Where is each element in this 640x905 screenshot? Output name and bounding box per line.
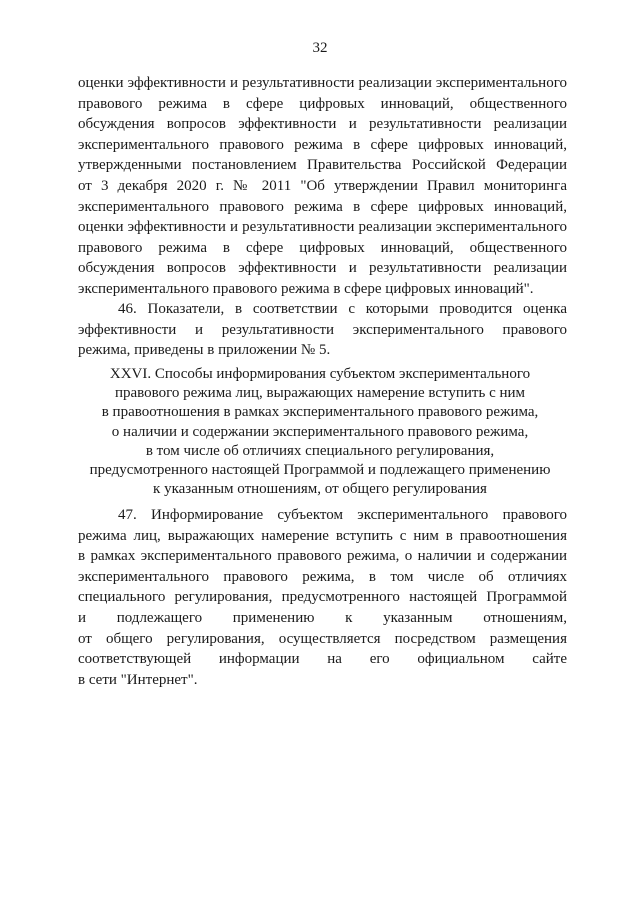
text-line: обсуждения вопросов эффективности и результативности реализации xyxy=(78,116,567,133)
text-line: оценки эффективности и результативности реализации экспериментального xyxy=(78,219,567,236)
heading-line: предусмотренного настоящей Программой и подлежащего применению xyxy=(89,461,551,478)
text-line: утвержденными постановлением Правительства Российской Федерации xyxy=(78,157,567,174)
text-line: экспериментального правового режима, в том числе об отличиях xyxy=(78,568,567,585)
text-line: обсуждения вопросов эффективности и результативности реализации xyxy=(78,260,567,277)
heading-line: о наличии и содержании экспериментального правового режима, xyxy=(111,423,529,440)
paragraph-46 xyxy=(78,299,567,361)
text-line: экспериментального правового режима в сфере цифровых инноваций, xyxy=(78,136,567,153)
text-line: в рамках экспериментального правового режима, о наличии и содержании xyxy=(78,548,567,565)
text-line: специального регулирования, предусмотренного настоящей Программой xyxy=(78,589,567,606)
text-line: в сети "Интернет". xyxy=(78,671,198,688)
text-line: 46. Показатели, в соответствии с которыми проводится оценка xyxy=(118,301,567,317)
text-line: от общего регулирования, осуществляется посредством размещения xyxy=(78,630,567,647)
text-line: режима, приведены в приложении № 5. xyxy=(78,342,331,359)
page-number: 32 xyxy=(312,40,328,56)
text-line: экспериментального правового режима в сфере цифровых инноваций, xyxy=(78,198,567,215)
heading-line: XXVI. Способы информирования субъектом экспериментального xyxy=(109,366,531,382)
text-line: оценки эффективности и результативности реализации экспериментального xyxy=(78,75,567,91)
text-line: экспериментального правового режима в сфере цифровых инноваций". xyxy=(78,280,534,297)
heading-line: в правоотношения в рамках экспериментального правового режима, xyxy=(101,404,539,421)
text-line: эффективности и результативности экспериментального правового xyxy=(78,321,567,338)
heading-line: в том числе об отличиях специального регулирования, xyxy=(145,442,495,459)
text-line: соответствующей информации на его официальном сайте xyxy=(78,651,567,668)
text-line: режима лиц, выражающих намерение вступить с ним в правоотношения xyxy=(78,527,567,544)
paragraph-continuation xyxy=(78,73,567,300)
text-line: правового режима в сфере цифровых инноваций, общественного xyxy=(78,239,567,256)
paragraph-47 xyxy=(78,505,567,690)
section-heading xyxy=(60,365,580,499)
text-line: 47. Информирование субъектом экспериментального правового xyxy=(118,507,567,523)
text-line: от 3 декабря 2020 г. № 2011 "Об утверждении Правил мониторинга xyxy=(78,177,567,194)
heading-line: к указанным отношениям, от общего регулирования xyxy=(153,481,487,498)
heading-line: правового режима лиц, выражающих намерение вступить с ним xyxy=(114,385,526,402)
text-line: и подлежащего применению к указанным отношениям, xyxy=(78,609,567,626)
text-line: правового режима в сфере цифровых инноваций, общественного xyxy=(78,95,567,112)
